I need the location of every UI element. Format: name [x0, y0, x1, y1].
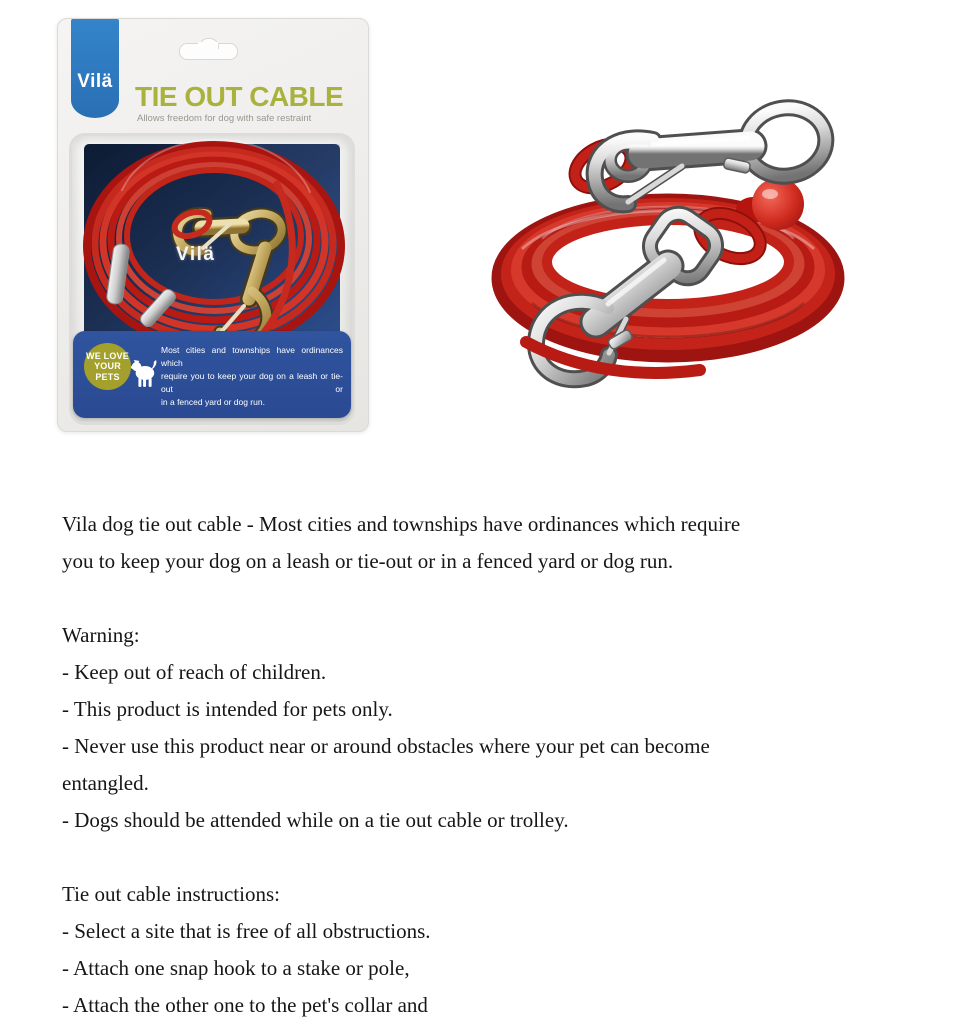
brand-ribbon	[71, 19, 119, 118]
info-band	[73, 331, 351, 418]
hang-slot	[179, 43, 238, 60]
package-photo	[57, 18, 369, 432]
text-line: - This product is intended for pets only.	[62, 697, 393, 721]
text-line: you to keep your dog on a leash or tie-out or in a fenced yard or dog run.	[62, 549, 674, 573]
text-line: - Attach one snap hook to a stake or pole,	[62, 956, 410, 980]
badge-line: WE LOVE	[86, 350, 129, 361]
instructions-title: Tie out cable instructions:	[62, 882, 280, 906]
warning-title: Warning:	[62, 623, 140, 647]
text-line: - Never use this product near or around obstacles where your pet can become	[62, 734, 710, 758]
text-line: Vila dog tie out cable - Most cities and townships have ordinances which require	[62, 512, 741, 536]
package-title: TIE OUT CABLE	[135, 81, 344, 112]
text-line: - Select a site that is free of all obstructions.	[62, 919, 431, 943]
band-text-line: require you to keep your dog on a leash or tie-out or	[161, 371, 343, 394]
we-love-pets-badge	[84, 343, 131, 390]
band-text-line: Most cities and townships have ordinances which	[161, 345, 343, 368]
package-subtitle: Allows freedom for dog with safe restraint	[137, 113, 312, 124]
text-line: - Attach the other one to the pet's collar and	[62, 993, 428, 1017]
band-text	[161, 344, 343, 409]
blank-line	[62, 839, 908, 876]
inner-brand-logo: Vilä	[176, 244, 216, 265]
text-line: - Dogs should be attended while on a tie out cable or trolley.	[62, 808, 569, 832]
text-line: - Keep out of reach of children.	[62, 660, 327, 684]
product-description	[62, 506, 908, 1024]
text-line: entangled.	[62, 771, 149, 795]
dog-icon	[131, 357, 157, 389]
product-photo	[468, 98, 872, 382]
badge-line: PETS	[95, 371, 120, 382]
blank-line	[62, 580, 908, 617]
brand-logo: Vilä	[77, 70, 113, 92]
band-text-line: in a fenced yard or dog run.	[161, 397, 265, 407]
badge-line: YOUR	[94, 361, 121, 372]
